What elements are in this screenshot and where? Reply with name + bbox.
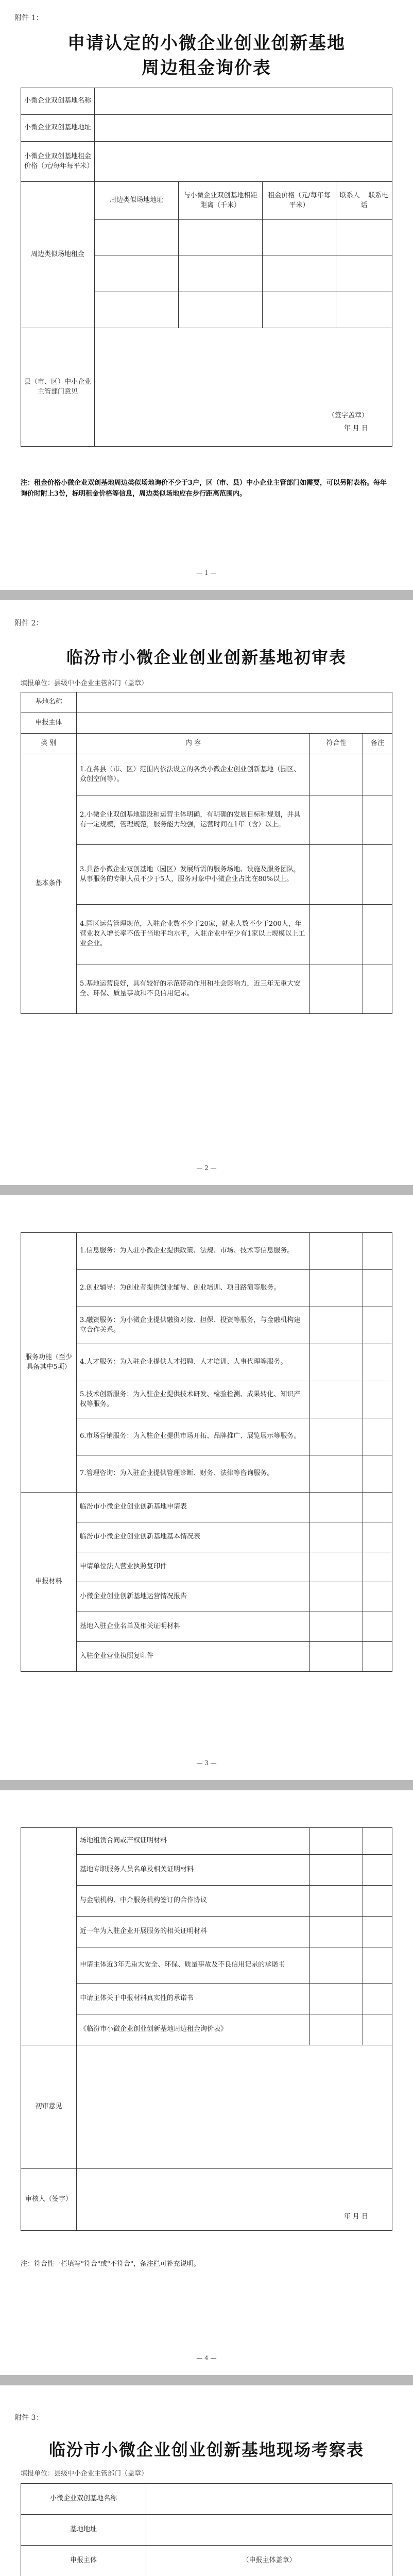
basic-item: 4.园区运营管理规范，入驻企业数不少于20家，就业人数不少于200人，年营业收入增长率不低于当地平均水平，入驻企业中至少有1家以上规模以上工业企业。 [77, 905, 310, 964]
row-applicant-label: 申报主体 [21, 713, 77, 734]
page-4 [0, 1790, 413, 2375]
remark-cell[interactable] [363, 845, 392, 905]
compliance-cell[interactable] [310, 1455, 363, 1493]
base-address-value[interactable] [95, 115, 392, 142]
compliance-cell[interactable] [310, 1270, 363, 1307]
col-phone: 联系电话 [360, 191, 389, 209]
remark-cell[interactable] [363, 964, 392, 1014]
page-number: — 4 — [196, 2354, 217, 2362]
page-title: 临汾市小微企业创业创新基地初审表 [66, 648, 347, 667]
fill-unit: 填报单位：县级中小企业主管部门（盖章） [21, 2470, 148, 2478]
col-price: 租金价格（元/每年每平米） [263, 182, 336, 220]
material-item: 小微企业创业创新基地运营情况报告 [77, 1582, 310, 1612]
prelim-review-table-cont2 [21, 1827, 392, 2231]
page1-note: 注：租金价格小微企业双创基地周边类似场地询价不少于3户，区（市、县）中小企业主管部门如需要，可以另附表格。每年询价时附上3份，标明租金价格等信息，周边类似场地应在步行距离范围内。 [21, 479, 387, 498]
remark-cell[interactable] [363, 795, 392, 845]
survey-cell[interactable] [336, 292, 392, 328]
row-base-name-value[interactable] [146, 2484, 392, 2515]
remark-cell[interactable] [363, 1381, 392, 1418]
service-item: 4.人才服务：为入驻企业提供人才招聘、人才培训、人事代理等服务。 [77, 1344, 310, 1381]
survey-cell[interactable] [336, 220, 392, 256]
remark-cell[interactable] [363, 1582, 392, 1612]
compliance-cell[interactable] [310, 1582, 363, 1612]
page-1 [0, 0, 413, 590]
compliance-cell[interactable] [310, 2014, 363, 2045]
survey-cell[interactable] [179, 220, 263, 256]
head-compliance: 符合性 [310, 734, 363, 754]
remark-cell[interactable] [363, 1522, 392, 1552]
compliance-cell[interactable] [310, 1552, 363, 1582]
page-3 [0, 1195, 413, 1780]
survey-cell[interactable] [179, 256, 263, 292]
row-location-label: 基地地址 [21, 2515, 146, 2546]
row-location-value[interactable] [146, 2515, 392, 2546]
site-inspection-table [21, 2483, 392, 2576]
row-applicant-value: （申报主体盖章） [146, 2546, 392, 2576]
category-materials: 申报材料 [21, 1493, 77, 1672]
remark-cell[interactable] [363, 1642, 392, 1672]
survey-cell[interactable] [263, 292, 336, 328]
col-contact: 联系人 [339, 191, 360, 199]
service-item: 7.管理咨询：为入驻企业提供管理诊断、财务、法律等咨询服务。 [77, 1455, 310, 1493]
material-item: 入驻企业营业执照复印件 [77, 1642, 310, 1672]
row-applicant-value[interactable] [77, 713, 392, 734]
survey-label: 周边类似场地租金 [21, 182, 95, 328]
material-item: 申请主体关于申报材料真实性的承诺书 [77, 1984, 310, 2014]
remark-cell[interactable] [363, 1270, 392, 1307]
survey-cell[interactable] [179, 292, 263, 328]
compliance-cell[interactable] [310, 1855, 363, 1886]
service-item: 1.信息服务：为入驻小微企业提供政策、法规、市场、技术等信息服务。 [77, 1233, 310, 1270]
reviewer-cell[interactable] [77, 2169, 392, 2231]
page-2 [0, 600, 413, 1185]
col-contact-phone [336, 182, 392, 220]
material-item: 临汾市小微企业创业创新基地基本情况表 [77, 1522, 310, 1552]
base-address-label: 小微企业双创基地地址 [21, 115, 95, 142]
page-title-line2: 周边租金询价表 [142, 58, 271, 78]
head-content: 内 容 [77, 734, 310, 754]
compliance-cell[interactable] [310, 905, 363, 964]
compliance-cell[interactable] [310, 1381, 363, 1418]
remark-cell[interactable] [363, 905, 392, 964]
compliance-cell[interactable] [310, 1418, 363, 1455]
remark-cell[interactable] [363, 1612, 392, 1642]
category-materials-cont [21, 1828, 77, 2045]
material-item: 近一年为入驻企业开展服务的相关证明材料 [77, 1917, 310, 1947]
material-item: 《临汾市小微企业创业创新基地周边租金询价表》 [77, 2014, 310, 2045]
page-number: — 1 — [196, 569, 217, 577]
base-rent-value[interactable] [95, 142, 392, 182]
remark-cell[interactable] [363, 1984, 392, 2014]
seal-date: 年 月 日 [343, 425, 368, 433]
compliance-cell[interactable] [310, 1947, 363, 1984]
remark-cell[interactable] [363, 1886, 392, 1917]
remark-cell[interactable] [363, 1233, 392, 1270]
review-date: 年 月 日 [343, 2213, 368, 2221]
head-remark: 备注 [363, 734, 392, 754]
remark-cell[interactable] [363, 1855, 392, 1886]
prelim-review-table [21, 692, 392, 1014]
remark-cell[interactable] [363, 1552, 392, 1582]
row-base-name-label: 小微企业双创基地名称 [21, 2484, 146, 2515]
material-item: 场地租赁合同或产权证明材料 [77, 1828, 310, 1855]
page-5 [0, 2385, 413, 2576]
service-item: 2.创业辅导：为创业者提供创业辅导、创业培训、项目路演等服务。 [77, 1270, 310, 1307]
compliance-cell[interactable] [310, 1984, 363, 2014]
head-category: 类 别 [21, 734, 77, 754]
category-basic: 基本条件 [21, 754, 77, 1014]
remark-cell[interactable] [363, 1418, 392, 1455]
remark-cell[interactable] [363, 2014, 392, 2045]
col-address: 周边类似场地地址 [95, 182, 179, 220]
annex-label: 附件 3： [14, 2414, 43, 2422]
survey-cell[interactable] [263, 256, 336, 292]
compliance-cell[interactable] [310, 754, 363, 795]
compliance-cell[interactable] [310, 1612, 363, 1642]
survey-cell[interactable] [336, 256, 392, 292]
survey-cell[interactable] [95, 220, 179, 256]
basic-item: 2.小微企业双创基地建设和运营主体明确，有明确的发展目标和规划，并具有一定规模，管理规范，服务能力较强，运营时间在1年（含）以上。 [77, 795, 310, 845]
row-base-name-label: 基地名称 [21, 692, 77, 713]
compliance-cell[interactable] [310, 1233, 363, 1270]
compliance-cell[interactable] [310, 1344, 363, 1381]
base-name-label: 小微企业双创基地名称 [21, 88, 95, 115]
survey-cell[interactable] [95, 292, 179, 328]
col-distance: 与小微企业双创基地相距距离（千米） [179, 182, 263, 220]
prelim-review-table-cont [21, 1232, 392, 1672]
annex-label: 附件 2： [14, 619, 43, 628]
survey-cell[interactable] [95, 256, 179, 292]
category-service: 服务功能（至少具备其中5项） [21, 1233, 77, 1493]
remark-cell[interactable] [363, 1917, 392, 1947]
page-title-line1: 申请认定的小微企业创业创新基地 [67, 33, 346, 54]
compliance-cell[interactable] [310, 1522, 363, 1552]
compliance-cell[interactable] [310, 1886, 363, 1917]
reviewer-label: 审核人（签字） [21, 2169, 77, 2231]
row-base-name-value[interactable] [77, 692, 392, 713]
compliance-cell[interactable] [310, 1828, 363, 1855]
fill-unit: 填报单位：县级中小企业主管部门（盖章） [21, 680, 148, 687]
service-item: 5.技术创新服务：为入驻企业提供技术研发、检验检测、成果转化、知识产权等服务。 [77, 1381, 310, 1418]
base-name-value[interactable] [95, 88, 392, 115]
page-number: — 2 — [196, 1164, 217, 1172]
category-opinion: 初审意见 [21, 2045, 77, 2169]
compliance-cell[interactable] [310, 1493, 363, 1522]
page-number: — 3 — [196, 1759, 217, 1767]
page-title: 临汾市小微企业创业创新基地现场考察表 [48, 2440, 364, 2460]
compliance-cell[interactable] [310, 964, 363, 1014]
compliance-cell[interactable] [310, 1307, 363, 1344]
remark-cell[interactable] [363, 1828, 392, 1855]
compliance-cell[interactable] [310, 795, 363, 845]
row-applicant-label: 申报主体 [21, 2546, 146, 2576]
seal-cell[interactable] [95, 328, 392, 447]
basic-item: 5.基地运营良好，具有较好的示范带动作用和社会影响力，近三年无重大安全、环保、质量事故和不良信用记录。 [77, 964, 310, 1014]
material-item: 基地入驻企业名单及相关证明材料 [77, 1612, 310, 1642]
compliance-cell[interactable] [310, 845, 363, 905]
material-item: 临汾市小微企业创业创新基地申请表 [77, 1493, 310, 1522]
remark-cell[interactable] [363, 1493, 392, 1522]
basic-item: 3.具备小微企业双创基地（园区）发展所需的服务场地、设施及服务团队，从事服务的专职人员不少于5人，服务对象中小微企业占比在80%以上。 [77, 845, 310, 905]
remark-cell[interactable] [363, 1947, 392, 1984]
compliance-cell[interactable] [310, 1917, 363, 1947]
remark-cell[interactable] [363, 1344, 392, 1381]
page4-note: 注：符合性一栏填写"符合"或"不符合"，备注栏可补充说明。 [21, 2260, 200, 2268]
remark-cell[interactable] [363, 754, 392, 795]
seal-sign: （签字盖章） [328, 412, 368, 420]
annex-label: 附件 1： [14, 14, 43, 22]
seal-label: 县（市、区）中小企业主管部门意见 [21, 328, 95, 447]
compliance-cell[interactable] [310, 1642, 363, 1672]
remark-cell[interactable] [363, 1455, 392, 1493]
material-item: 申请主体近3年无重大安全、环保、质量事故及不良信用记录的承诺书 [77, 1947, 310, 1984]
material-item: 申请单位法人营业执照复印件 [77, 1552, 310, 1582]
basic-item: 1.在各县（市、区）范围内依法设立的各类小微企业创业创新基地（园区、众创空间等）。 [77, 754, 310, 795]
survey-cell[interactable] [263, 220, 336, 256]
remark-cell[interactable] [363, 1307, 392, 1344]
rent-inquiry-table [21, 88, 392, 447]
base-rent-label: 小微企业双创基地租金价格（元/每年每平米） [21, 142, 95, 182]
service-item: 3.融资服务：为小微企业提供融资对接、担保、投资等服务，与金融机构建立合作关系。 [77, 1307, 310, 1344]
service-item: 6.市场营销服务：为入驻企业提供市场开拓、品牌推广、展览展示等服务。 [77, 1418, 310, 1455]
opinion-cell[interactable] [77, 2045, 392, 2169]
material-item: 与金融机构、中介服务机构签订的合作协议 [77, 1886, 310, 1917]
material-item: 基地专职服务人员名单及相关证明材料 [77, 1855, 310, 1886]
